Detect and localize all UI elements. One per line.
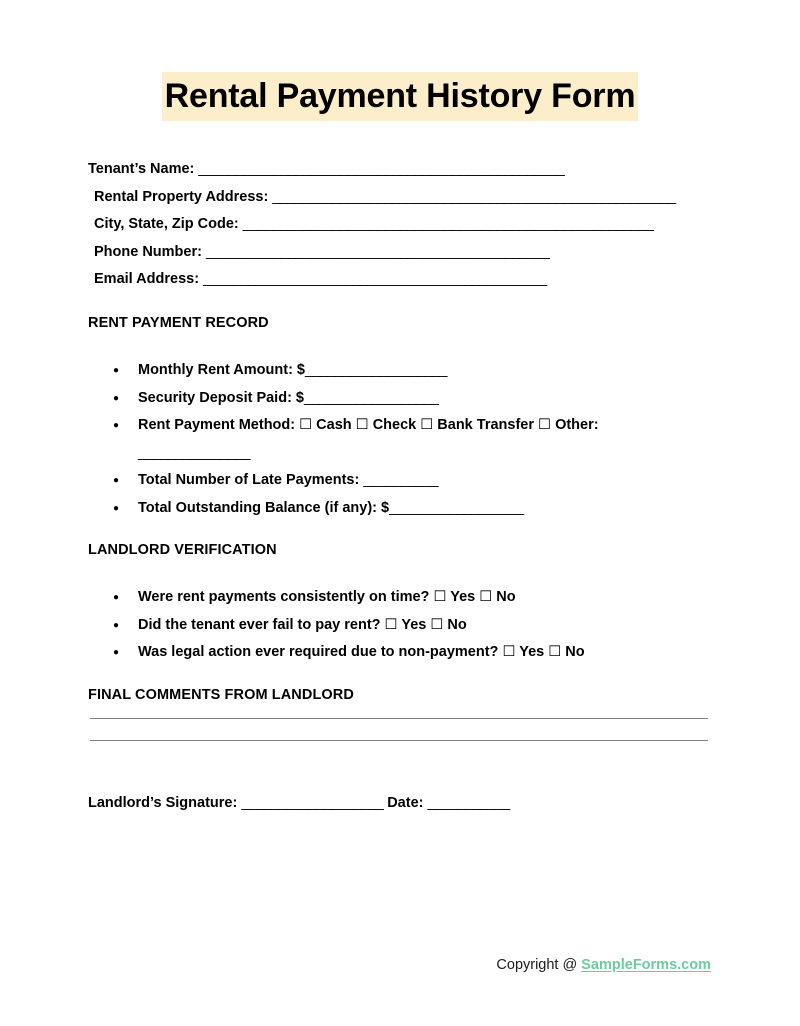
footer-copyright: [0, 957, 800, 973]
question-payments-on-time: Were rent payments consistently on time?: [138, 589, 430, 605]
list-item-fail-to-pay-rent: [88, 612, 668, 640]
label-total-outstanding-balance: Total Outstanding Balance (if any): $: [138, 499, 390, 516]
label-date: Date:: [387, 795, 424, 811]
page-title: Rental Payment History Form: [162, 72, 639, 121]
list-item-security-deposit-paid: [88, 385, 668, 413]
final-comments-writing-area[interactable]: [90, 718, 708, 762]
signature-row: [88, 790, 510, 818]
list-item-monthly-rent-amount: [88, 357, 668, 385]
field-label-property-address: Rental Property Address:: [94, 188, 269, 205]
list-item-payments-on-time: [88, 584, 668, 612]
list-item-legal-action: [88, 639, 668, 667]
checkbox-label-legal-action-yes: Yes: [519, 644, 545, 661]
field-label-tenant-name: Tenant’s Name:: [88, 161, 195, 177]
label-security-deposit-paid: Security Deposit Paid: $: [138, 389, 304, 406]
tenant-info-fields: [88, 156, 748, 294]
field-input-phone-number[interactable]: ______________________________________________: [205, 243, 550, 260]
input-payment-method-other[interactable]: _______________: [138, 444, 250, 461]
checkbox-payments-on-time-no[interactable]: ☐: [479, 589, 493, 605]
sampleforms-link[interactable]: SampleForms.com: [581, 957, 711, 973]
field-row-property-address: [88, 184, 748, 212]
field-input-tenant-name[interactable]: _________________________________________________: [198, 161, 565, 177]
section-heading-final-comments: FINAL COMMENTS FROM LANDLORD: [88, 687, 354, 703]
page-title-container: [0, 72, 800, 121]
checkbox-label-other: Other:: [555, 417, 599, 434]
question-legal-action: Was legal action ever required due to non-payment?: [138, 644, 499, 661]
label-total-late-payments: Total Number of Late Payments:: [138, 472, 360, 489]
input-landlord-signature[interactable]: ___________________: [241, 795, 384, 811]
input-date[interactable]: ___________: [427, 795, 510, 811]
comment-rule-line-2[interactable]: [90, 740, 708, 741]
field-row-tenant-name: [88, 156, 748, 184]
copyright-text: Copyright @: [496, 957, 582, 973]
field-row-phone-number: [88, 239, 748, 267]
checkbox-label-bank-transfer: Bank Transfer: [437, 417, 534, 434]
field-input-property-address[interactable]: ______________________________________________________: [272, 188, 676, 205]
field-input-city-state-zip[interactable]: _______________________________________________________: [242, 216, 654, 233]
comment-rule-line-1[interactable]: [90, 718, 708, 719]
checkbox-label-fail-to-pay-rent-yes: Yes: [401, 616, 427, 633]
checkbox-label-legal-action-no: No: [565, 644, 585, 661]
label-landlord-signature: Landlord’s Signature:: [88, 795, 238, 811]
section-heading-rent-payment-record: RENT PAYMENT RECORD: [88, 315, 269, 331]
question-fail-to-pay-rent: Did the tenant ever fail to pay rent?: [138, 616, 381, 633]
checkbox-label-fail-to-pay-rent-no: No: [447, 616, 467, 633]
input-monthly-rent-amount[interactable]: ___________________: [305, 362, 447, 378]
checkbox-fail-to-pay-rent-yes[interactable]: ☐: [384, 616, 398, 633]
field-label-phone-number: Phone Number:: [94, 243, 202, 260]
field-label-email-address: Email Address:: [94, 271, 200, 288]
list-item-rent-payment-method: [88, 412, 668, 467]
rent-payment-record-list: [88, 357, 668, 523]
checkbox-label-payments-on-time-yes: Yes: [450, 589, 476, 605]
checkbox-legal-action-yes[interactable]: ☐: [502, 644, 516, 661]
checkbox-bank-transfer[interactable]: ☐: [420, 417, 434, 434]
checkbox-check[interactable]: ☐: [355, 417, 369, 434]
field-row-email-address: [88, 266, 748, 294]
list-item-total-late-payments: [88, 467, 668, 495]
checkbox-payments-on-time-yes[interactable]: ☐: [433, 589, 447, 605]
field-input-email-address[interactable]: ______________________________________________: [203, 271, 547, 288]
input-security-deposit-paid[interactable]: __________________: [304, 389, 439, 406]
checkbox-label-cash: Cash: [316, 417, 352, 434]
input-total-late-payments[interactable]: __________: [363, 472, 438, 489]
field-row-city-state-zip: [88, 211, 748, 239]
label-rent-payment-method: Rent Payment Method:: [138, 417, 296, 434]
list-item-total-outstanding-balance: [88, 495, 668, 523]
checkbox-label-check: Check: [372, 417, 417, 434]
checkbox-other[interactable]: ☐: [538, 417, 552, 434]
landlord-verification-list: [88, 584, 668, 667]
checkbox-cash[interactable]: ☐: [299, 417, 313, 434]
label-monthly-rent-amount: Monthly Rent Amount: $: [138, 362, 305, 378]
checkbox-legal-action-no[interactable]: ☐: [548, 644, 562, 661]
checkbox-label-payments-on-time-no: No: [496, 589, 516, 605]
input-total-outstanding-balance[interactable]: __________________: [389, 499, 524, 516]
field-label-city-state-zip: City, State, Zip Code:: [94, 216, 239, 233]
section-heading-landlord-verification: LANDLORD VERIFICATION: [88, 542, 277, 558]
checkbox-fail-to-pay-rent-no[interactable]: ☐: [430, 616, 444, 633]
